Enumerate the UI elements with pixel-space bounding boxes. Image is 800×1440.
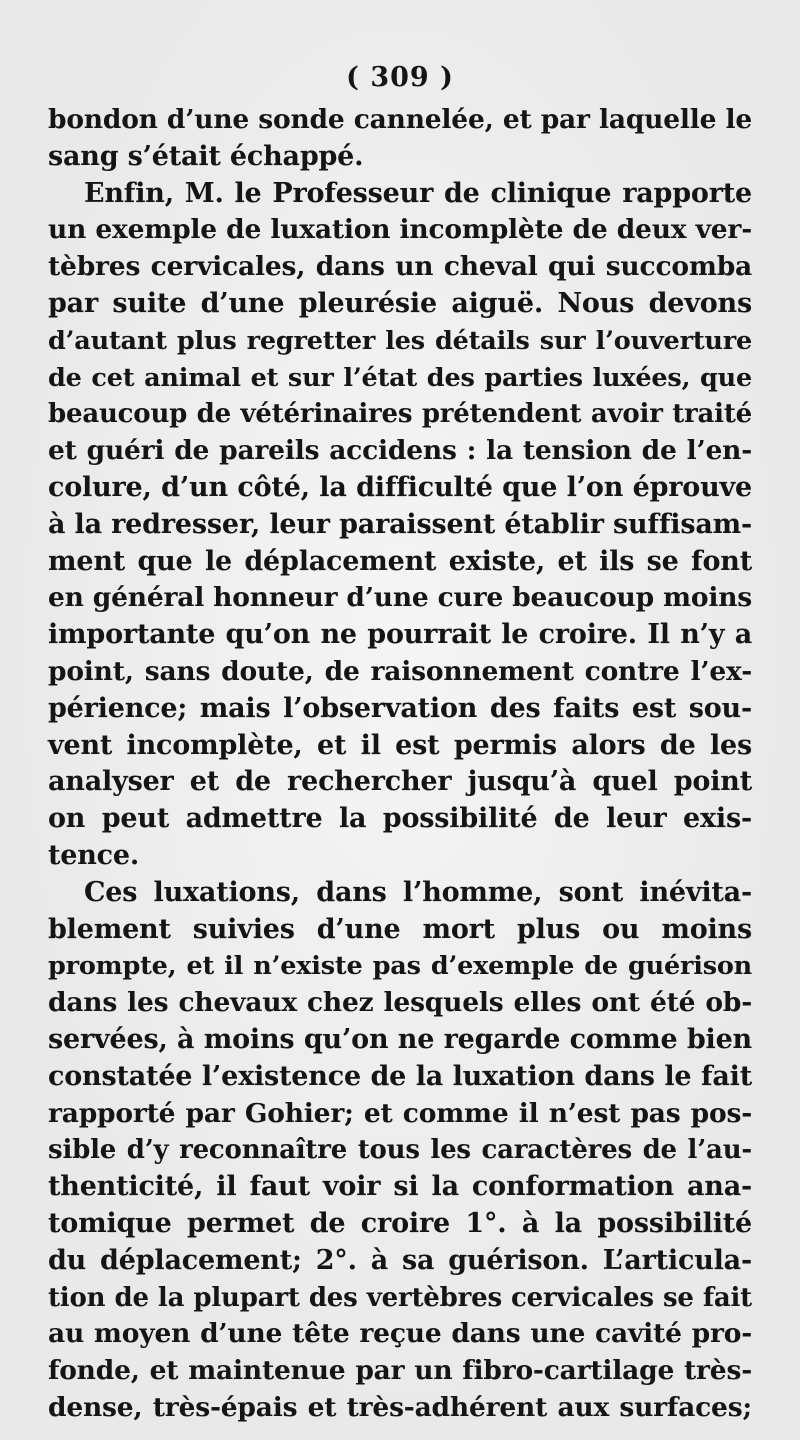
page-number: ( 309 ) bbox=[346, 62, 454, 93]
text-line: tion de la plupart des vertèbres cervicales se fait bbox=[48, 1282, 752, 1313]
text-line: tèbres cervicales, dans un cheval qui succomba bbox=[48, 251, 752, 283]
text-line: à la redresser, leur paraissent établir suffisam- bbox=[48, 508, 752, 540]
text-line: prompte, et il n’existe pas d’exemple de guérison bbox=[48, 951, 752, 982]
text-line: par suite d’une pleurésie aiguë. Nous devons bbox=[48, 287, 752, 319]
text-line: d’autant plus regretter les détails sur l’ouverture bbox=[48, 325, 752, 356]
paragraph-start-line: Ces luxations, dans l’homme, sont inévita- bbox=[84, 876, 752, 908]
text-line: bondon d’une sonde cannelée, et par laquelle le bbox=[48, 104, 752, 135]
text-line: vent incomplète, et il est permis alors de les bbox=[48, 729, 752, 761]
text-line: analyser et de rechercher jusqu’à quel point bbox=[48, 766, 752, 798]
text-line: sang s’était échappé. bbox=[48, 140, 364, 172]
text-line: importante qu’on ne pourrait le croire. Il n’y a bbox=[48, 619, 752, 651]
text-line: un exemple de luxation incomplète de deux ver- bbox=[48, 214, 752, 246]
text-line: thenticité, il faut voir si la conformation ana- bbox=[48, 1171, 752, 1203]
text-line: point, sans doute, de raisonnement contre l’ex- bbox=[48, 655, 752, 687]
text-line: tomique permet de croire 1°. à la possibilité bbox=[48, 1207, 752, 1239]
text-line: beaucoup de vétérinaires prétendent avoir traité bbox=[48, 399, 752, 430]
paragraph-start-line: Enfin, M. le Professeur de clinique rapporte bbox=[84, 177, 752, 209]
text-line: périence; mais l’observation des faits est sou- bbox=[48, 692, 752, 724]
text-line: ment que le déplacement existe, et ils se font bbox=[48, 545, 752, 577]
text-line: blement suivies d’une mort plus ou moins bbox=[48, 913, 752, 945]
text-line: et guéri de pareils accidens : la tension de l’en- bbox=[48, 435, 752, 467]
text-line: constatée l’existence de la luxation dans le fait bbox=[48, 1060, 752, 1092]
text-line: servées, à moins qu’on ne regarde comme bien bbox=[48, 1023, 752, 1055]
text-line: au moyen d’une tête reçue dans une cavité pro- bbox=[48, 1318, 752, 1350]
text-line: rapporté par Gohier; et comme il n’est pas pos- bbox=[48, 1097, 752, 1129]
text-line: dans les chevaux chez lesquels elles ont été ob- bbox=[48, 987, 752, 1019]
text-line: sible d’y reconnaître tous les caractères de l’au- bbox=[48, 1135, 752, 1166]
text-line: colure, d’un côté, la difficulté que l’on éprouve bbox=[48, 471, 752, 503]
body-text bbox=[48, 102, 752, 1427]
text-line: tence. bbox=[48, 839, 140, 871]
text-line: de cet animal et sur l’état des parties luxées, que bbox=[48, 362, 752, 393]
text-line: fonde, et maintenue par un fibro-cartilage très- bbox=[48, 1355, 752, 1387]
text-line: en général honneur d’une cure beaucoup moins bbox=[48, 582, 752, 614]
text-line: dense, très-épais et très-adhérent aux surfaces; bbox=[48, 1391, 752, 1423]
text-line: on peut admettre la possibilité de leur exis- bbox=[48, 803, 752, 835]
text-line: du déplacement; 2°. à sa guérison. L’articula- bbox=[48, 1244, 752, 1276]
